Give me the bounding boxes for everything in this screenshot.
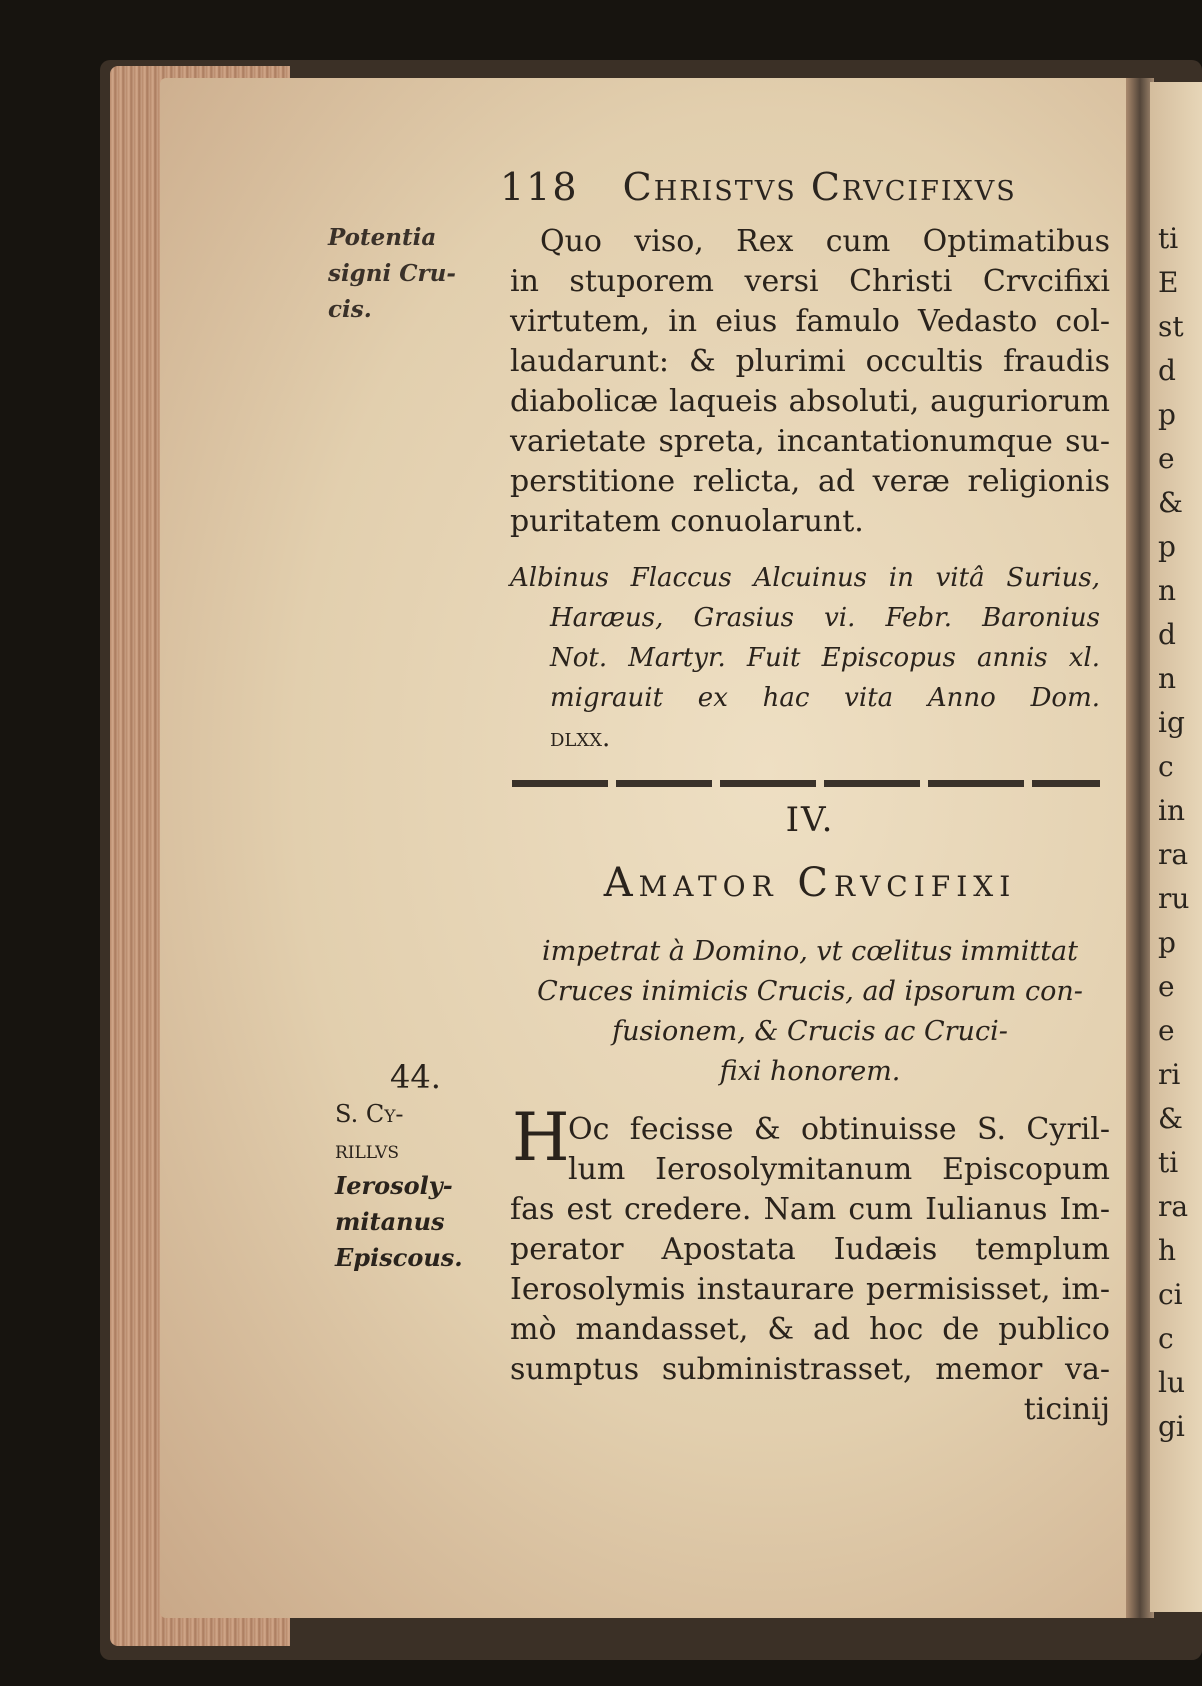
facing-page-fragment: ri <box>1158 1058 1181 1091</box>
section-divider-rule <box>512 780 1100 787</box>
running-header <box>500 165 1100 209</box>
facing-page-fragment: p <box>1158 398 1176 431</box>
text-line: virtutem, in eius famulo Vedasto col- <box>510 304 1110 339</box>
subtitle-line: fixi honorem. <box>719 1056 901 1087</box>
facing-page-fragment: & <box>1158 486 1183 519</box>
drop-cap: H <box>512 1099 570 1176</box>
facing-page-fragment: n <box>1158 574 1177 607</box>
facing-page-fragment: p <box>1158 926 1176 959</box>
text-line: varietate spreta, incantationumque su- <box>510 424 1110 459</box>
subtitle-line: fusionem, & Crucis ac Cruci- <box>612 1016 1008 1047</box>
facing-page-fragment: d <box>1158 618 1176 651</box>
facing-page-fragment: e <box>1158 442 1175 475</box>
facing-page-fragment: ra <box>1158 838 1189 871</box>
facing-page-fragment: ru <box>1158 882 1190 915</box>
facing-page-fragment: n <box>1158 662 1177 695</box>
margin-note-potentia <box>328 220 498 328</box>
facing-page-fragment: ra <box>1158 1190 1189 1223</box>
subtitle-line: impetrat à Domino, vt cœlitus immittat <box>542 936 1078 967</box>
text-line: Oc fecisse & obtinuisse S. Cyril- <box>568 1112 1110 1147</box>
source-citation <box>510 558 1100 758</box>
text-line: perstitione relicta, ad veræ religionis <box>510 464 1110 499</box>
margin-note-line: Episcous. <box>335 1243 463 1272</box>
facing-page-fragment: lu <box>1158 1366 1185 1399</box>
margin-note-line: rillvs <box>335 1136 399 1164</box>
paragraph-quo-viso <box>510 222 1110 542</box>
citation-line: Not. Martyr. Fuit Episcopus annis xl. <box>550 643 1100 673</box>
margin-note-line: Potentia <box>328 224 437 251</box>
margin-note-cyrillus <box>335 1096 495 1276</box>
citation-line: migrauit ex hac vita Anno Dom. <box>550 683 1100 713</box>
page-number: 118 <box>500 165 579 209</box>
facing-page-fragment: ti <box>1158 1146 1179 1179</box>
facing-page-fragment: ig <box>1158 706 1185 739</box>
text-line: mò mandasset, & ad hoc de publico <box>510 1312 1110 1347</box>
paragraph-hoc-fecisse-start <box>568 1110 1110 1190</box>
margin-note-line: S. Cy- <box>335 1100 404 1128</box>
facing-page-fragment: d <box>1158 354 1176 387</box>
facing-page-fragment: E <box>1158 266 1179 299</box>
text-line: fas est credere. Nam cum Iulianus Im- <box>510 1192 1110 1227</box>
facing-page-fragment: st <box>1158 310 1184 343</box>
running-title: Christvs Crvcifixvs <box>622 165 1017 209</box>
facing-page-fragment: c <box>1158 750 1174 783</box>
text-line: lum Ierosolymitanum Episcopum <box>568 1152 1110 1187</box>
text-line: in stuporem versi Christi Crvcifixi <box>510 264 1110 299</box>
facing-page-fragment: in <box>1158 794 1185 827</box>
facing-page-fragment: c <box>1158 1322 1174 1355</box>
facing-page-fragment: h <box>1158 1234 1177 1267</box>
citation-line: Albinus Flaccus Alcuinus in vitâ Surius, <box>510 563 1100 593</box>
text-line: puritatem conuolarunt. <box>510 504 864 539</box>
margin-note-line: Ierosoly- <box>335 1171 453 1200</box>
catchword: ticinij <box>1023 1392 1110 1427</box>
section-number: IV. <box>785 800 835 840</box>
subtitle-line: Cruces inimicis Crucis, ad ipsorum con- <box>537 976 1083 1007</box>
text-line: laudarunt: & plurimi occultis fraudis <box>510 344 1110 379</box>
text-line: Ierosolymis instaurare permisisset, im- <box>510 1272 1110 1307</box>
text-line: perator Apostata Iudæis templum <box>510 1232 1110 1267</box>
citation-line: Haræus, Grasius vi. Febr. Baronius <box>550 603 1100 633</box>
facing-page-fragment: e <box>1158 970 1175 1003</box>
margin-item-number: 44. <box>390 1058 441 1096</box>
facing-page-fragment: ci <box>1158 1278 1183 1311</box>
text-line: Quo viso, Rex cum Optimatibus <box>540 224 1110 259</box>
text-line: sumptus subministrasset, memor va- <box>510 1352 1110 1387</box>
margin-note-line: mitanus <box>335 1207 445 1236</box>
facing-page-fragment: gi <box>1158 1410 1185 1443</box>
facing-page-fragment: & <box>1158 1102 1183 1135</box>
margin-note-line: cis. <box>328 296 372 323</box>
text-line: diabolicæ laqueis absoluti, auguriorum <box>510 384 1110 419</box>
margin-note-line: signi Cru- <box>328 260 456 287</box>
citation-line: dlxx. <box>550 723 611 753</box>
facing-page-edge <box>1150 82 1202 1612</box>
section-subtitle <box>500 932 1120 1092</box>
paragraph-hoc-fecisse <box>510 1190 1110 1430</box>
section-title: Amator Crvcifixi <box>603 860 1017 906</box>
facing-page-fragment: e <box>1158 1014 1175 1047</box>
facing-page-fragment: ti <box>1158 222 1179 255</box>
facing-page-fragment: p <box>1158 530 1176 563</box>
